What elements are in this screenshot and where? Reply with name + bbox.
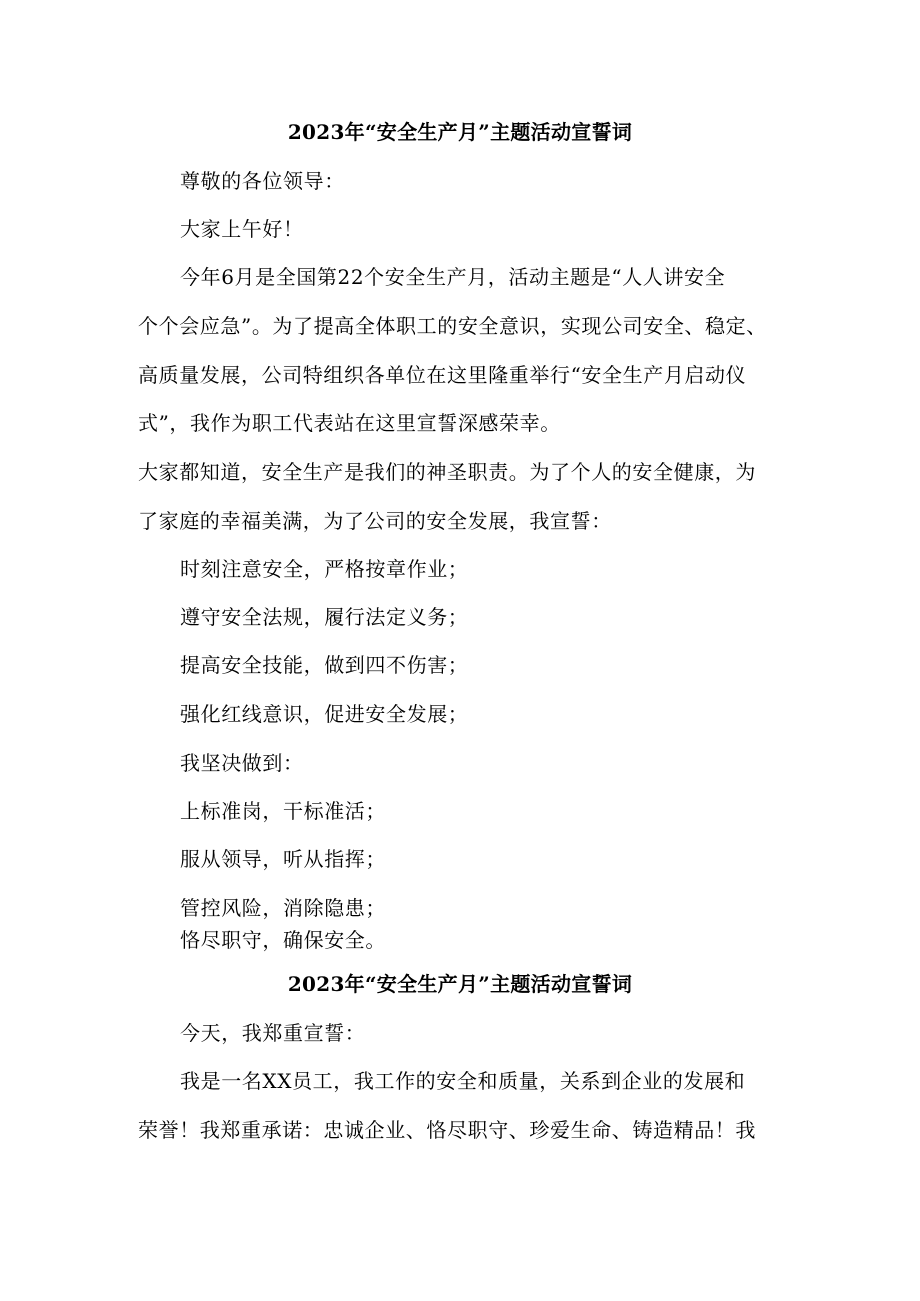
oath-line: 强化红线意识，促进安全发展； [180,702,469,726]
paragraph-line: 我是一名XX员工，我工作的安全和质量，关系到企业的发展和 [180,1069,746,1093]
greeting: 尊敬的各位领导： [180,169,345,193]
intro: 今天，我郑重宣誓： [180,1021,366,1045]
section1-title: 2023年“安全生产月”主题活动宣誓词 [287,120,633,144]
oath-line: 我坚决做到： [180,751,304,775]
oath-line: 服从领导，听从指挥； [180,847,386,871]
oath-line: 时刻注意安全，严格按章作业； [180,557,469,581]
oath-line: 遵守安全法规，履行法定义务； [180,605,469,629]
hello: 大家上午好！ [180,217,304,241]
oath-line: 恪尽职守，确保安全。 [180,928,386,952]
paragraph-line: 大家都知道，安全生产是我们的神圣职责。为了个人的安全健康，为 [138,460,756,484]
paragraph-line: 荣誉！我郑重承诺：忠诚企业、恪尽职守、珍爱生命、铸造精品！我 [138,1118,756,1142]
paragraph-line: 个个会应急”。为了提高全体职工的安全意识，实现公司安全、稳定、 [138,314,767,338]
section2-title: 2023年“安全生产月”主题活动宣誓词 [287,972,633,996]
oath-line: 管控风险，消除隐患； [180,896,386,920]
paragraph-line: 今年6月是全国第22个安全生产月，活动主题是“人人讲安全 [180,265,726,289]
paragraph-line: 式”，我作为职工代表站在这里宣誓深感荣幸。 [138,411,561,435]
oath-line: 提高安全技能，做到四不伤害； [180,653,469,677]
paragraph-line: 高质量发展，公司特组织各单位在这里隆重举行“安全生产月启动仪 [138,363,747,387]
paragraph-line: 了家庭的幸福美满，为了公司的安全发展，我宣誓： [138,509,612,533]
oath-line: 上标准岗，干标准活； [180,799,386,823]
